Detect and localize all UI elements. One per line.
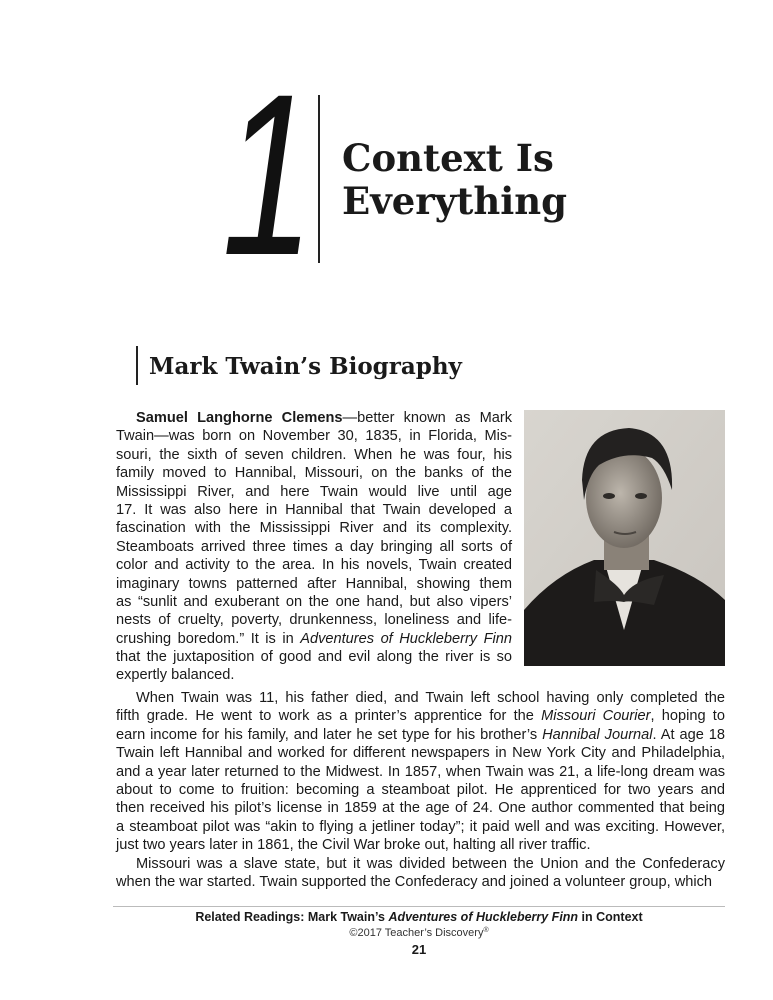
- text-run: then received his pilot’s license in 1859 at the age of 24. One author commented that being: [116, 800, 725, 817]
- text-line: [116, 689, 725, 707]
- text-run: fascination with the Mississippi River and its complexity.: [116, 520, 512, 537]
- section-heading: Mark Twain’s Biography: [149, 353, 462, 380]
- text-line: [116, 744, 725, 762]
- text-line: [116, 707, 725, 725]
- text-run: Twain left Hannibal and worked for different newspapers in New York City and Philadelphia,: [116, 745, 725, 762]
- section-rule: [136, 346, 138, 385]
- text-run: Steamboats arrived three times a day bringing all sorts of: [116, 538, 512, 555]
- text-line: [116, 446, 512, 464]
- text-line: [116, 575, 512, 593]
- text-line: [116, 538, 512, 556]
- chapter-title: [342, 137, 567, 223]
- text-line: [116, 873, 725, 891]
- footer-rule: [113, 906, 725, 907]
- chapter-title-line1: Context Is: [342, 136, 554, 180]
- chapter-number: 1: [222, 46, 312, 303]
- text-run: when the war started. Twain supported the Confederacy and joined a volunteer group, which: [116, 873, 713, 890]
- copyright-text: ©2017 Teacher’s Discovery: [349, 927, 484, 939]
- text-run: crushing boredom.” It is in: [116, 630, 301, 647]
- text-line: [116, 483, 512, 501]
- text-run: expertly balanced.: [116, 667, 235, 684]
- text-line: [116, 630, 512, 648]
- footer-prefix: Related Readings: Mark Twain’s: [195, 910, 389, 924]
- footer-suffix: in Context: [578, 910, 643, 924]
- page-number: 21: [411, 942, 427, 957]
- text-line: [116, 611, 512, 629]
- text-line: [116, 556, 512, 574]
- text-run: souri, the sixth of seven children. When he was four, his: [116, 446, 512, 463]
- text-run: a steamboat pilot was “akin to flying a jetliner today”; it paid well and was exciting. However,: [116, 818, 725, 835]
- text-run: Missouri was a slave state, but it was divided between the Union and the Confederacy: [136, 855, 725, 872]
- text-run: color and activity to the area. In his novels, Twain created: [116, 557, 512, 574]
- text-line: [116, 593, 512, 611]
- text-run: When Twain was 11, his father died, and Twain left school having only completed the: [136, 690, 725, 706]
- text-line: [116, 464, 512, 482]
- text-line: [116, 763, 725, 781]
- text-line: [116, 427, 512, 445]
- text-run: —better known as Mark: [342, 410, 512, 426]
- text-run: imaginary towns patterned after Hannibal, showing them: [116, 575, 512, 592]
- text-run: 17. It was also here in Hannibal that Twain developed a: [116, 501, 512, 518]
- text-run: Mississippi River, and here Twain would live until age: [116, 483, 512, 500]
- text-line: [116, 726, 725, 744]
- text-line: [116, 799, 725, 817]
- italic-title: Missouri Courier: [541, 708, 651, 725]
- chapter-divider: [318, 95, 320, 263]
- chapter-title-line2: Everything: [342, 179, 568, 223]
- paragraph-2: [116, 689, 725, 891]
- text-run: fifth grade. He went to work as a printer’s apprentice for the: [116, 708, 542, 725]
- text-run: , hoping to: [650, 708, 725, 725]
- text-line: [116, 409, 512, 427]
- italic-title: Adventures of Huckleberry Finn: [300, 630, 512, 647]
- text-line: [116, 836, 725, 854]
- text-run: just two years later in 1861, the Civil War broke out, halting all river traffic.: [116, 837, 591, 854]
- text-line: [116, 648, 512, 666]
- registered-mark: ®: [483, 927, 489, 934]
- text-run: that the juxtaposition of good and evil along the river is so: [116, 649, 512, 666]
- mark-twain-portrait-photo: [524, 410, 725, 666]
- text-run: and a year later returned to the Midwest. In 1857, when Twain was 21, a life-long dream was: [116, 763, 725, 780]
- text-run: earn income for his family, and later he set type for his brother’s: [116, 726, 543, 743]
- text-run: family moved to Hannibal, Missouri, on the banks of the: [116, 465, 512, 482]
- text-line: [116, 666, 512, 684]
- italic-title: Hannibal Journal: [542, 726, 653, 743]
- text-run: as “sunlit and exuberant on the one hand, but also vipers’: [116, 593, 512, 610]
- bold-text: Samuel Langhorne Clemens: [136, 410, 343, 426]
- text-run: . At age 18: [652, 726, 725, 743]
- footer-book-title: [113, 910, 725, 925]
- text-line: [116, 855, 725, 873]
- text-line: [116, 519, 512, 537]
- text-run: nests of cruelty, poverty, drunkenness, loneliness and life-: [116, 612, 512, 629]
- text-line: [116, 501, 512, 519]
- text-run: about to come to fruition: becoming a steamboat pilot. He apprenticed for two years and: [116, 781, 725, 798]
- text-line: [116, 818, 725, 836]
- footer-italic-title: Adventures of Huckleberry Finn: [388, 910, 579, 924]
- footer-copyright: [113, 927, 725, 940]
- text-line: [116, 781, 725, 799]
- text-run: Twain—was born on November 30, 1835, in Florida, Mis-: [116, 428, 512, 445]
- paragraph-1: [116, 409, 512, 685]
